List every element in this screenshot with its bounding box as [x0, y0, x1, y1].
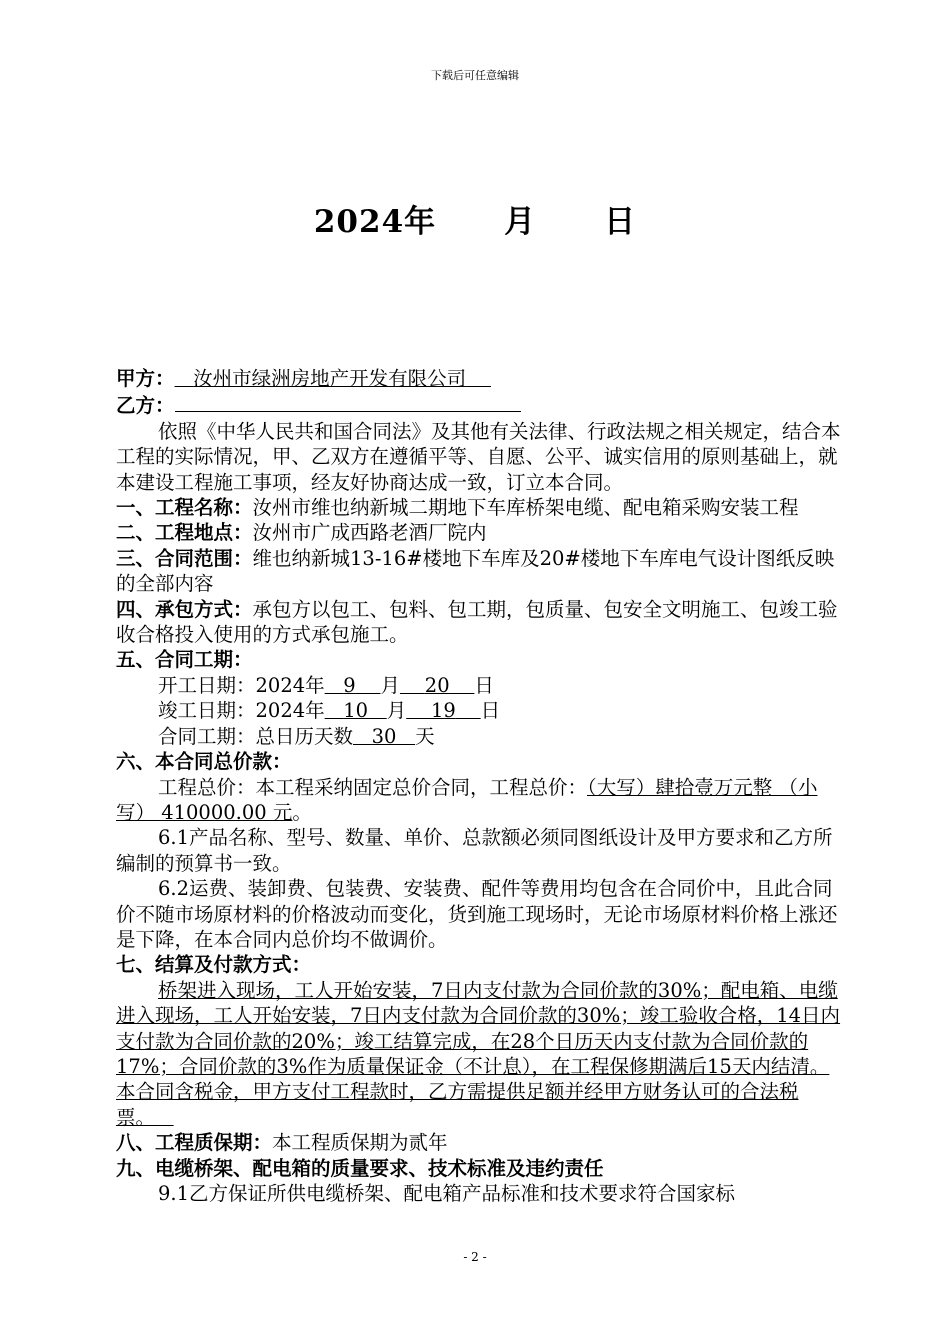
section-3: 三、合同范围：维也纳新城13-16#楼地下车库及20#楼地下车库电气设计图纸反映的全部内容 — [116, 546, 835, 596]
section-9-title: 九、电缆桥架、配电箱的质量要求、技术标准及违约责任 — [116, 1156, 604, 1180]
section-2: 二、工程地点：汝州市广成西路老酒厂院内 — [116, 521, 487, 545]
duration-line: 合同工期：总日历天数 30 天 — [158, 724, 435, 748]
date-heading — [0, 196, 950, 241]
section-6-title: 六、本合同总价款： — [116, 750, 292, 774]
page-header-note: 下载后可任意编辑 — [431, 69, 519, 82]
start-date-line: 开工日期：2024年 9 月 20 日 — [158, 673, 494, 697]
section-7-title: 七、结算及付款方式： — [116, 953, 312, 977]
clause-6-1: 6.1产品名称、型号、数量、单价、总款额必须同图纸设计及甲方要求和乙方所编制的预算书一致。 — [116, 826, 833, 875]
end-date-line: 竣工日期：2024年 10 月 19 日 — [158, 699, 501, 723]
section-8: 八、工程质保期：本工程质保期为贰年 — [116, 1131, 448, 1155]
party-b-line — [116, 391, 842, 418]
party-a-label: 甲方： — [116, 367, 175, 390]
date-month: 月 — [504, 204, 537, 240]
date-day: 日 — [604, 204, 637, 240]
date-year: 2024年 — [313, 204, 437, 240]
clause-6-2: 6.2运费、装卸费、包装费、安装费、配件等费用均包含在合同价中，且此合同价不随市场原材料的价格波动而变化，货到施工现场时，无论市场原材料价格上涨还是下降，在本合同内总价均不做调价。 — [116, 877, 838, 951]
preamble: 依照《中华人民共和国合同法》及其他有关法律、行政法规之相关规定，结合本工程的实际情况，甲、乙双方在遵循平等、自愿、公平、诚实信用的原则基础上，就本建设工程施工事项，经友好协商达成一致，订立本合同。 — [116, 419, 841, 494]
section-1: 一、工程名称：汝州市维也纳新城二期地下车库桥架电缆、配电箱采购安装工程 — [116, 496, 799, 520]
party-a-value: 汝州市绿洲房地产开发有限公司 — [193, 367, 467, 390]
party-b-label: 乙方： — [116, 394, 175, 418]
contract-body — [116, 366, 842, 1206]
section-4: 四、承包方式：承包方以包工、包料、包工期，包质量、包安全文明施工、包竣工验收合格投入使用的方式承包施工。 — [116, 597, 838, 647]
payment-terms: 桥架进入现场，工人开始安装，7日内支付款为合同价款的30%；配电箱、电缆进入现场，工人开始安装，7日内支付款为合同价款的30%；竣工验收合格，14日内支付款为合同价款的20%；竣工结算完成，在28个日历天内支付款为合同价款的17%；合同价款的3%作为质量保证金（不计息），在工程保修期满后15天内结清。本合同含税金，甲方支付工程款时，乙方需提供足额并经甲方财务认可的合法税票。 — [116, 978, 841, 1129]
section-5-title: 五、合同工期： — [116, 648, 253, 672]
clause-9-1: 9.1乙方保证所供电缆桥架、配电箱产品标准和技术要求符合国家标 — [158, 1182, 736, 1205]
total-price: 工程总价：本工程采纳固定总价合同，工程总价：（大写）肆拾壹万元整 （小写） 410000.00 元。 — [116, 775, 818, 824]
page-number: - 2 - — [463, 1250, 487, 1264]
party-a-line — [116, 366, 842, 391]
total-price-value: （大写）肆拾壹万元整 （小写） 410000.00 元 — [116, 775, 818, 824]
party-b-blank — [175, 391, 521, 412]
